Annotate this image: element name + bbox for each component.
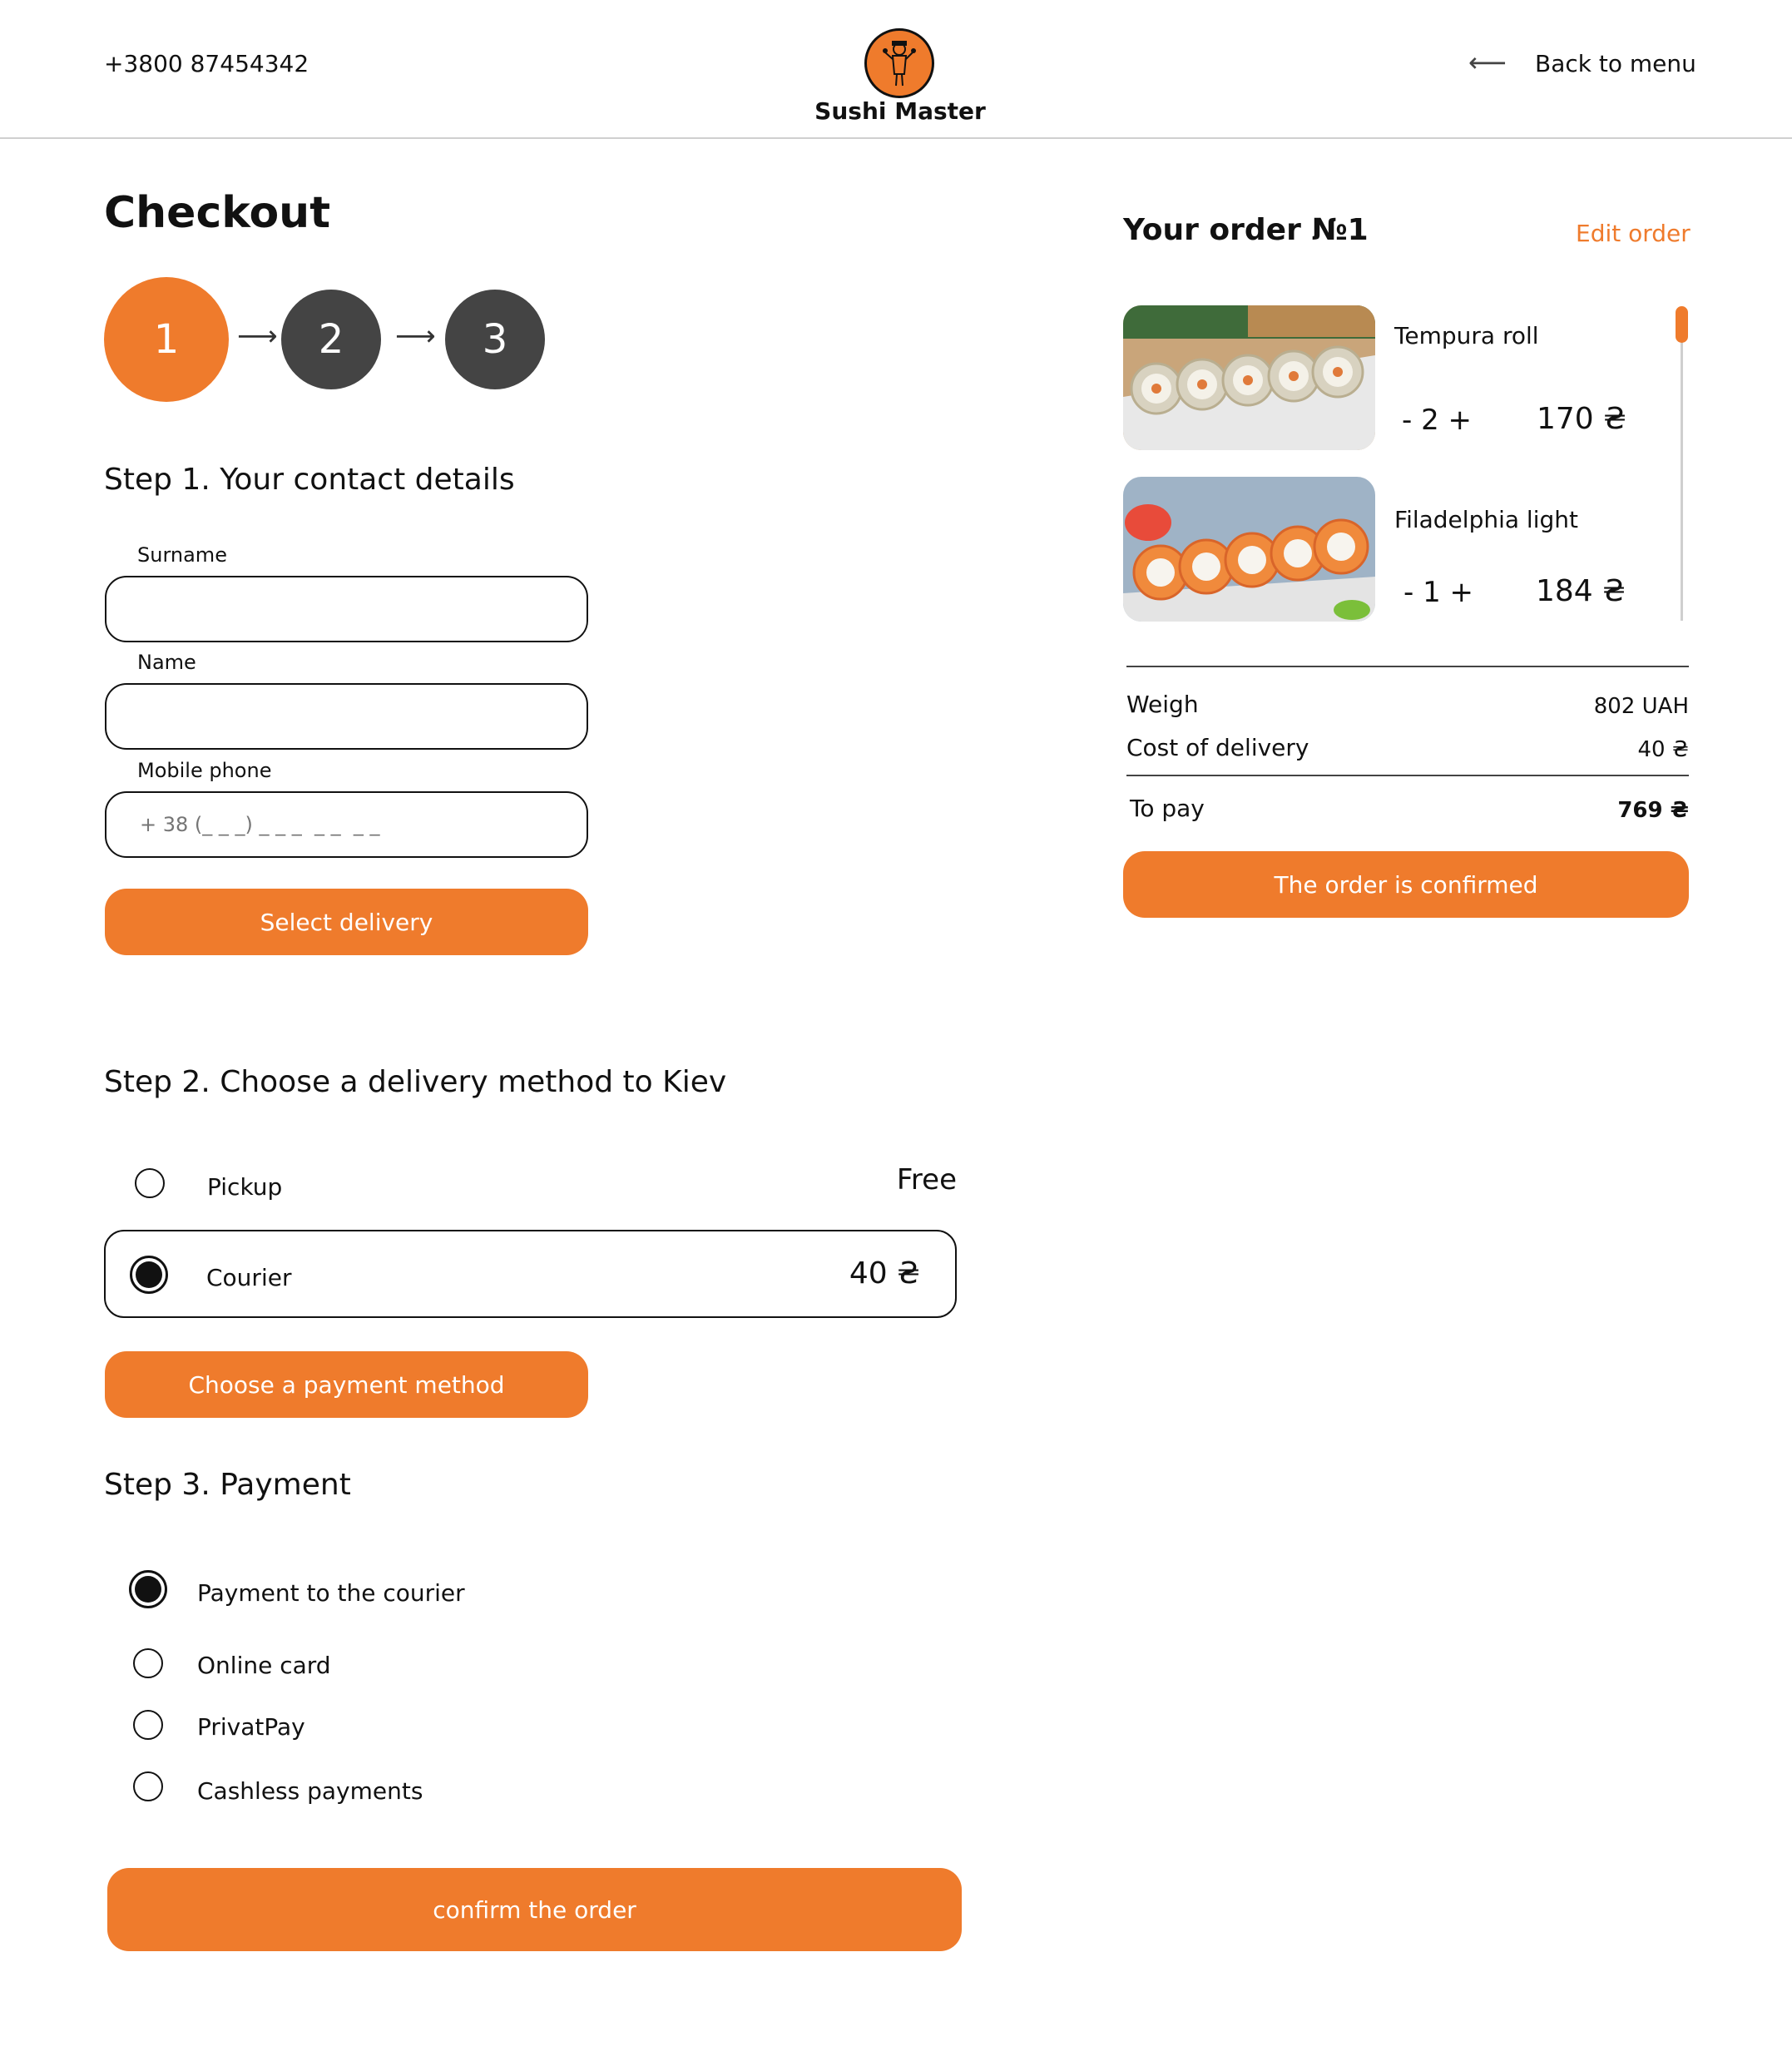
back-to-menu-link[interactable]: Back to menu — [1535, 50, 1696, 77]
item-price: 170 ₴ — [1537, 402, 1627, 436]
order-title: Your order №1 — [1123, 213, 1369, 247]
back-arrow-icon[interactable]: ⟵ — [1468, 47, 1507, 78]
item-price: 184 ₴ — [1536, 574, 1626, 608]
step-arrow-icon: ⟶ — [237, 320, 278, 353]
step2-heading: Step 2. Choose a delivery method to Kiev — [104, 1065, 727, 1099]
pickup-label: Pickup — [207, 1173, 283, 1201]
confirm-order-button[interactable]: confirm the order — [107, 1868, 962, 1951]
courier-label: Courier — [206, 1264, 292, 1291]
step1-heading: Step 1. Your contact details — [104, 463, 515, 497]
order-list-scrollbar-track[interactable] — [1681, 310, 1683, 621]
surname-field-box — [105, 576, 588, 642]
online-card-label: Online card — [197, 1652, 331, 1679]
weigh-value: 802 UAH — [1593, 694, 1689, 719]
delivery-cost-label: Cost of delivery — [1126, 734, 1309, 761]
logo-icon[interactable] — [864, 28, 934, 98]
name-field-box — [105, 683, 588, 750]
chef-logo-icon — [867, 31, 932, 96]
courier-price: 40 ₴ — [849, 1256, 920, 1291]
name-input[interactable] — [106, 685, 587, 748]
online-card-radio[interactable] — [133, 1648, 163, 1678]
to-pay-value: 769 ₴ — [1617, 798, 1689, 823]
delivery-option-courier[interactable] — [104, 1230, 957, 1318]
name-label: Name — [137, 651, 196, 674]
header-divider — [0, 137, 1792, 139]
surname-input[interactable] — [106, 577, 587, 641]
filadelphia-light-image — [1123, 477, 1375, 622]
choose-payment-method-button[interactable]: Choose a payment method — [105, 1351, 588, 1418]
surname-label: Surname — [137, 543, 227, 567]
to-pay-label: To pay — [1130, 795, 1205, 822]
courier-radio[interactable] — [130, 1256, 168, 1294]
step-indicator-2[interactable]: 2 — [281, 290, 381, 389]
step-indicator-3[interactable]: 3 — [445, 290, 545, 389]
item-quantity-stepper[interactable]: - 1 + — [1403, 576, 1474, 609]
cashless-label: Cashless payments — [197, 1777, 423, 1805]
payment-option-courier[interactable] — [125, 1566, 624, 1616]
privatpay-label: PrivatPay — [197, 1713, 305, 1741]
payment-courier-label: Payment to the courier — [197, 1579, 465, 1607]
step3-heading: Step 3. Payment — [104, 1468, 351, 1502]
payment-courier-radio[interactable] — [129, 1570, 167, 1608]
pickup-radio[interactable] — [135, 1168, 165, 1198]
order-list-scrollbar-thumb[interactable] — [1676, 306, 1688, 343]
payment-option-cashless[interactable] — [125, 1766, 624, 1808]
header-phone[interactable]: +3800 87454342 — [104, 50, 309, 77]
step-indicator-1[interactable]: 1 — [104, 277, 229, 402]
mobile-phone-field-box — [105, 791, 588, 858]
payment-option-online-card[interactable] — [125, 1643, 624, 1685]
item-name: Filadelphia light — [1394, 506, 1578, 533]
delivery-cost-value: 40 ₴ — [1637, 737, 1689, 762]
payment-option-privatpay[interactable] — [125, 1705, 624, 1746]
tempura-roll-image — [1123, 305, 1375, 450]
privatpay-radio[interactable] — [133, 1710, 163, 1740]
delivery-option-pickup[interactable] — [104, 1157, 957, 1215]
item-quantity-stepper[interactable]: - 2 + — [1402, 404, 1473, 437]
mobile-phone-label: Mobile phone — [137, 759, 272, 782]
cashless-radio[interactable] — [133, 1771, 163, 1801]
pickup-price: Free — [896, 1163, 957, 1197]
step-arrow-icon: ⟶ — [395, 320, 436, 353]
mobile-phone-input[interactable] — [106, 793, 587, 856]
select-delivery-button[interactable]: Select delivery — [105, 889, 588, 955]
edit-order-link[interactable]: Edit order — [1576, 220, 1691, 247]
order-confirmed-button[interactable]: The order is confirmed — [1123, 851, 1689, 918]
totals-divider — [1126, 775, 1689, 776]
totals-divider — [1126, 666, 1689, 667]
brand-name: Sushi Master — [814, 97, 986, 125]
weigh-label: Weigh — [1126, 691, 1199, 718]
page-title: Checkout — [104, 188, 331, 238]
item-name: Tempura roll — [1394, 322, 1539, 349]
